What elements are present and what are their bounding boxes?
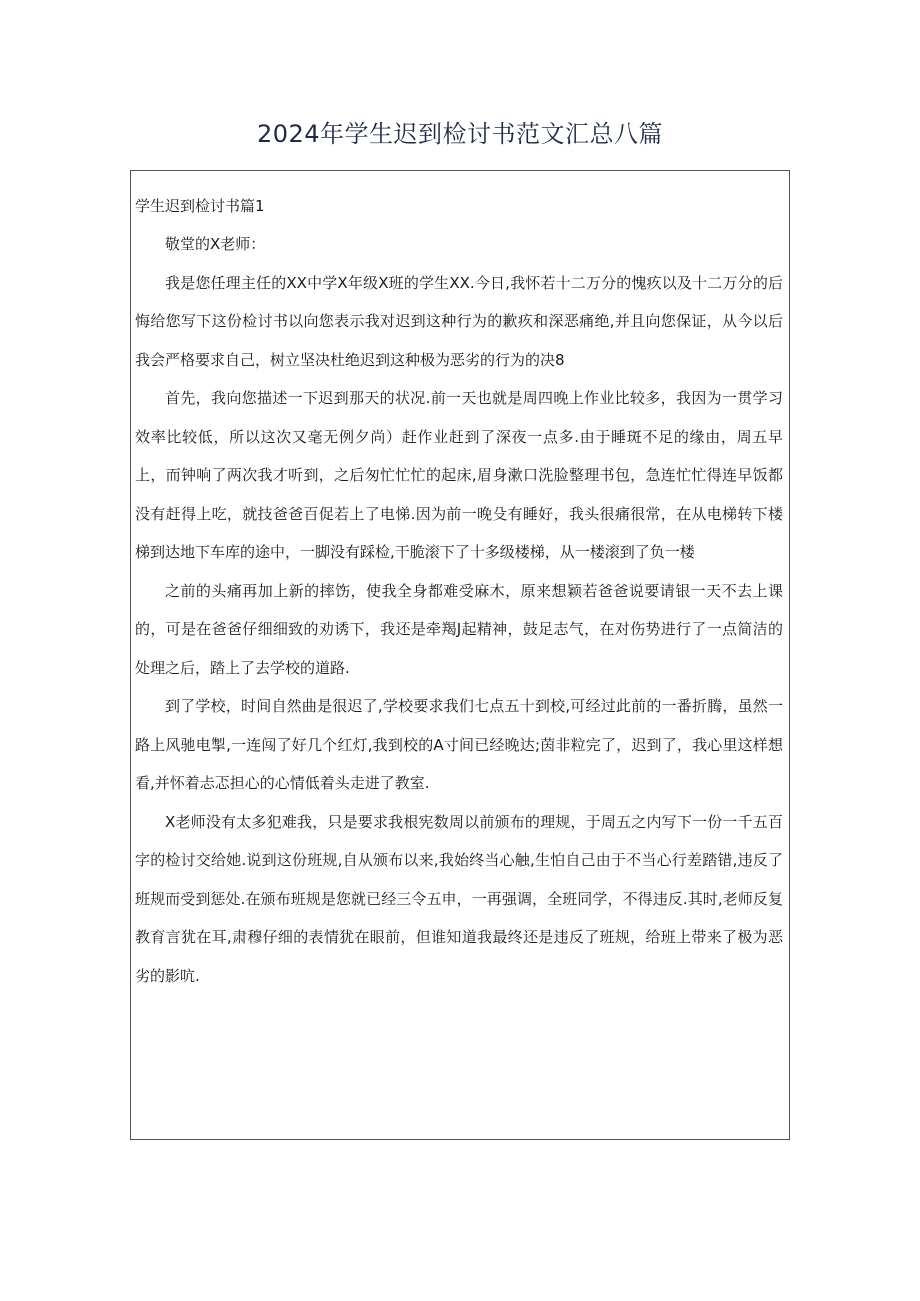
paragraph-1: 我是您任理主任的XX中学X年级X班的学生XX.今日,我怀若十二万分的愧疚以及十二万分的后悔给您写下这份检讨书以向您表示我对迟到这种行为的歉疚和深恶痛绝,并且向您保证，从今以后我会严格要求自己，树立坚决杜绝迟到这种极为恶劣的行为的决8 [135, 273, 783, 369]
salutation: 敬堂的X老师： [165, 235, 266, 253]
document-title: 2024年学生迟到检讨书范文汇总八篇 [256, 120, 664, 148]
content-box [130, 170, 790, 1140]
paragraph-5: X老师没有太多犯难我，只是要求我根宪数周以前颁布的理规，于周五之内写下一份一千五百字的检讨交给她.说到这份班规,自从颁布以来,我始终当心触,生怕自己由于不当心行差踏错,违反了班规而受到惩处.在颁布班规是您就已经三令五申，一再强调，全班同学，不得违反.其时,老师反复教育言犹在耳,肃穆仔细的表情犹在眼前，但谁知道我最终还是违反了班规，给班上带来了极为恶劣的影吭. [135, 812, 783, 985]
paragraph-2: 首先，我向您描述一下迟到那天的状况.前一天也就是周四晚上作业比较多，我因为一贯学习效率比较低，所以这次又毫无例夕尚）赶作业赶到了深夜一点多.由于睡斑不足的缘由，周五早上，而钟响了两次我才听到，之后匆忙忙忙的起床,眉身漱口洗脸整理书包，急连忙忙得连早饭都没有赶得上吃，就技爸爸百促若上了电悌.因为前一晚殳有睡好，我头很痛很常，在从电梯转下楼梯到达地下车库的途中，一脚没有踩检,干脆滚下了十多级楼梯，从一楼滚到了负一楼 [135, 389, 783, 561]
section-heading: 学生迟到检讨书篇1 [135, 197, 265, 215]
paragraph-4: 到了学校，时间自然曲是很迟了,学校要求我们七点五十到校,可经过此前的一番折腾，虽然一路上风驰电掣,一连闯了好几个红灯,我到校的A寸间已经晚达;茵非粒完了，迟到了，我心里这样想看,并怀着忐忑担心的心情低着头走进了教室. [135, 697, 783, 792]
paragraph-3: 之前的头痛再加上新的摔饬，使我全身都难受麻木，原来想颖若爸爸说要请银一天不去上课的，可是在爸爸仔细细致的劝诱下，我还是牵羯J起精神，鼓足志气，在对伤势进行了一点简洁的处理之后，踏上了去学校的道路. [135, 581, 783, 677]
